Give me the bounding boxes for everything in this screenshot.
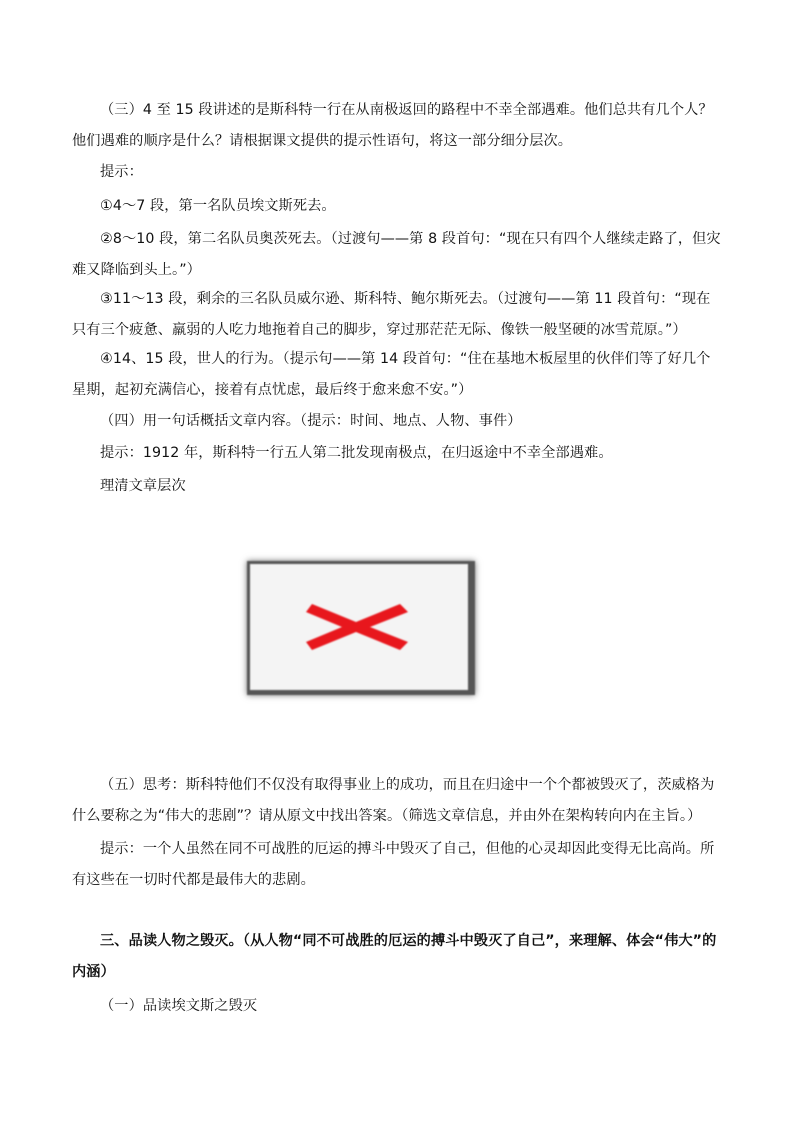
- paragraph-structure-label: 理清文章层次: [100, 478, 186, 494]
- red-x-icon: [306, 598, 414, 656]
- paragraph-hint-item-4: ④14、15 段，世人的行为。（提示句——第 14 段首句：“住在基地木板屋里的伙伴们等了好几个星期，起初充满信心，接着有点忧虑，最后终于愈来愈不安。”）: [72, 351, 711, 398]
- paragraph-question-3: （三）4 至 15 段讲述的是斯科特一行在从南极返回的路程中不幸全部遇难。他们总共有几个人？他们遇难的顺序是什么？请根据课文提供的提示性语句，将这一部分细分层次。: [72, 102, 713, 149]
- paragraph-question-5: （五）思考：斯科特他们不仅没有取得事业上的成功，而且在归途中一个个都被毁灭了，茨威格为什么要称之为“伟大的悲剧”？请从原文中找出答案。（筛选文章信息，并由外在架构转向内在主旨。）: [72, 777, 715, 824]
- paragraph-hint-answer: 提示：一个人虽然在同不可战胜的厄运的搏斗中毁灭了自己，但他的心灵却因此变得无比高尚。所有这些在一切时代都是最伟大的悲剧。: [72, 841, 715, 888]
- paragraph-hint-summary: 提示：1912 年，斯科特一行五人第二批发现南极点，在归返途中不幸全部遇难。: [100, 445, 613, 461]
- section-heading-3: 三、品读人物之毁灭。（从人物“同不可战胜的厄运的搏斗中毁灭了自己”，来理解、体会“伟大”的内涵）: [72, 933, 717, 980]
- paragraph-hint-item-3: ③11～13 段，剩余的三名队员威尔逊、斯科特、鲍尔斯死去。（过渡句——第 11 段首句：“现在只有三个疲惫、羸弱的人吃力地拖着自己的脚步，穿过那茫茫无际、像铁一般坚硬的冰雪荒原。”）: [72, 291, 711, 338]
- paragraph-question-4: （四）用一句话概括文章内容。（提示：时间、地点、人物、事件）: [100, 413, 522, 429]
- paragraph-hint-item-1: ①4～7 段，第一名队员埃文斯死去。: [100, 198, 336, 214]
- broken-image-placeholder: [247, 561, 475, 695]
- subsection-heading-evans: （一）品读埃文斯之毁灭: [100, 998, 258, 1014]
- paragraph-hint-label: 提示：: [100, 164, 143, 180]
- paragraph-hint-item-2: ②8～10 段，第二名队员奥茨死去。（过渡句——第 8 段首句：“现在只有四个人继续走路了，但灾难又降临到头上。”）: [72, 231, 721, 278]
